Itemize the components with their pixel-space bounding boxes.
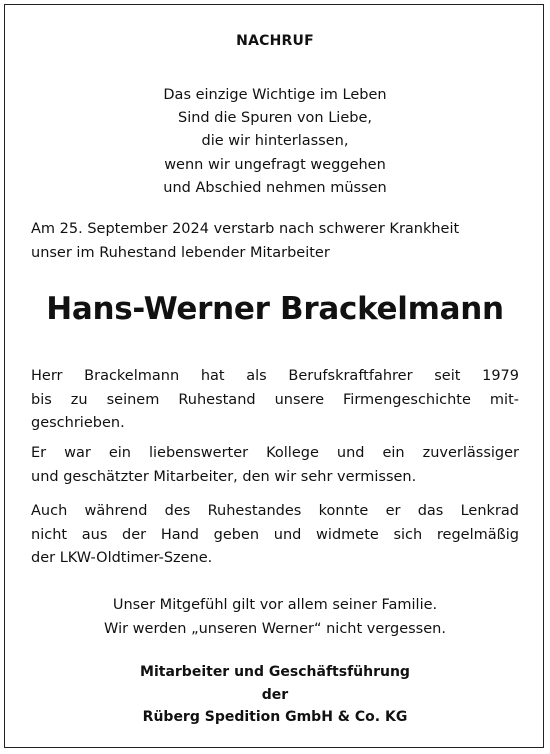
- paragraph-line: Auch während des Ruhestandes konnte er das Lenkrad: [31, 503, 519, 519]
- company-name: Rüberg Spedition GmbH & Co. KG: [142, 709, 408, 725]
- paragraph-line: Er war ein liebenswerter Kollege und ein zuverlässiger: [31, 445, 519, 461]
- condolence-text: [0, 594, 550, 641]
- condolence-line: Unser Mitgefühl gilt vor allem seiner Familie.: [112, 597, 438, 613]
- death-announcement: [31, 218, 521, 265]
- obituary-heading: NACHRUF: [236, 33, 314, 49]
- poem-line: wenn wir ungefragt weggehen: [164, 156, 386, 173]
- paragraph-line: geschrieben.: [31, 415, 125, 431]
- paragraph-line: und geschätzter Mitarbeiter, den wir sehr vermissen.: [31, 468, 417, 485]
- memorial-poem: [0, 84, 550, 200]
- paragraph-line: der LKW-Oldtimer-Szene.: [31, 550, 213, 566]
- deceased-name: Hans-Werner Brackelmann: [46, 291, 504, 327]
- paragraph-line: bis zu seinem Ruhestand unsere Firmengeschichte mit-: [31, 391, 519, 408]
- paragraph-line: Herr Brackelmann hat als Berufskraftfahrer seit 1979: [31, 368, 519, 384]
- signature-block: [0, 661, 550, 729]
- announcement-line: Am 25. September 2024 verstarb nach schwerer Krankheit: [31, 221, 460, 237]
- poem-line: die wir hinterlassen,: [201, 133, 349, 150]
- retirement-paragraph: [31, 500, 519, 571]
- poem-line: Sind die Spuren von Liebe,: [178, 110, 372, 127]
- announcement-line: unser im Ruhestand lebender Mitarbeiter: [31, 244, 330, 261]
- poem-line: Das einzige Wichtige im Leben: [163, 87, 387, 103]
- condolence-line: Wir werden „unseren Werner“ nicht vergessen.: [104, 620, 446, 637]
- poem-line: und Abschied nehmen müssen: [163, 179, 387, 196]
- signature-line: Mitarbeiter und Geschäftsführung: [140, 664, 410, 680]
- career-paragraph: [31, 365, 519, 436]
- signature-line: der: [261, 686, 289, 703]
- character-paragraph: [31, 442, 519, 489]
- paragraph-line: nicht aus der Hand geben und widmete sich regelmäßig: [31, 526, 519, 543]
